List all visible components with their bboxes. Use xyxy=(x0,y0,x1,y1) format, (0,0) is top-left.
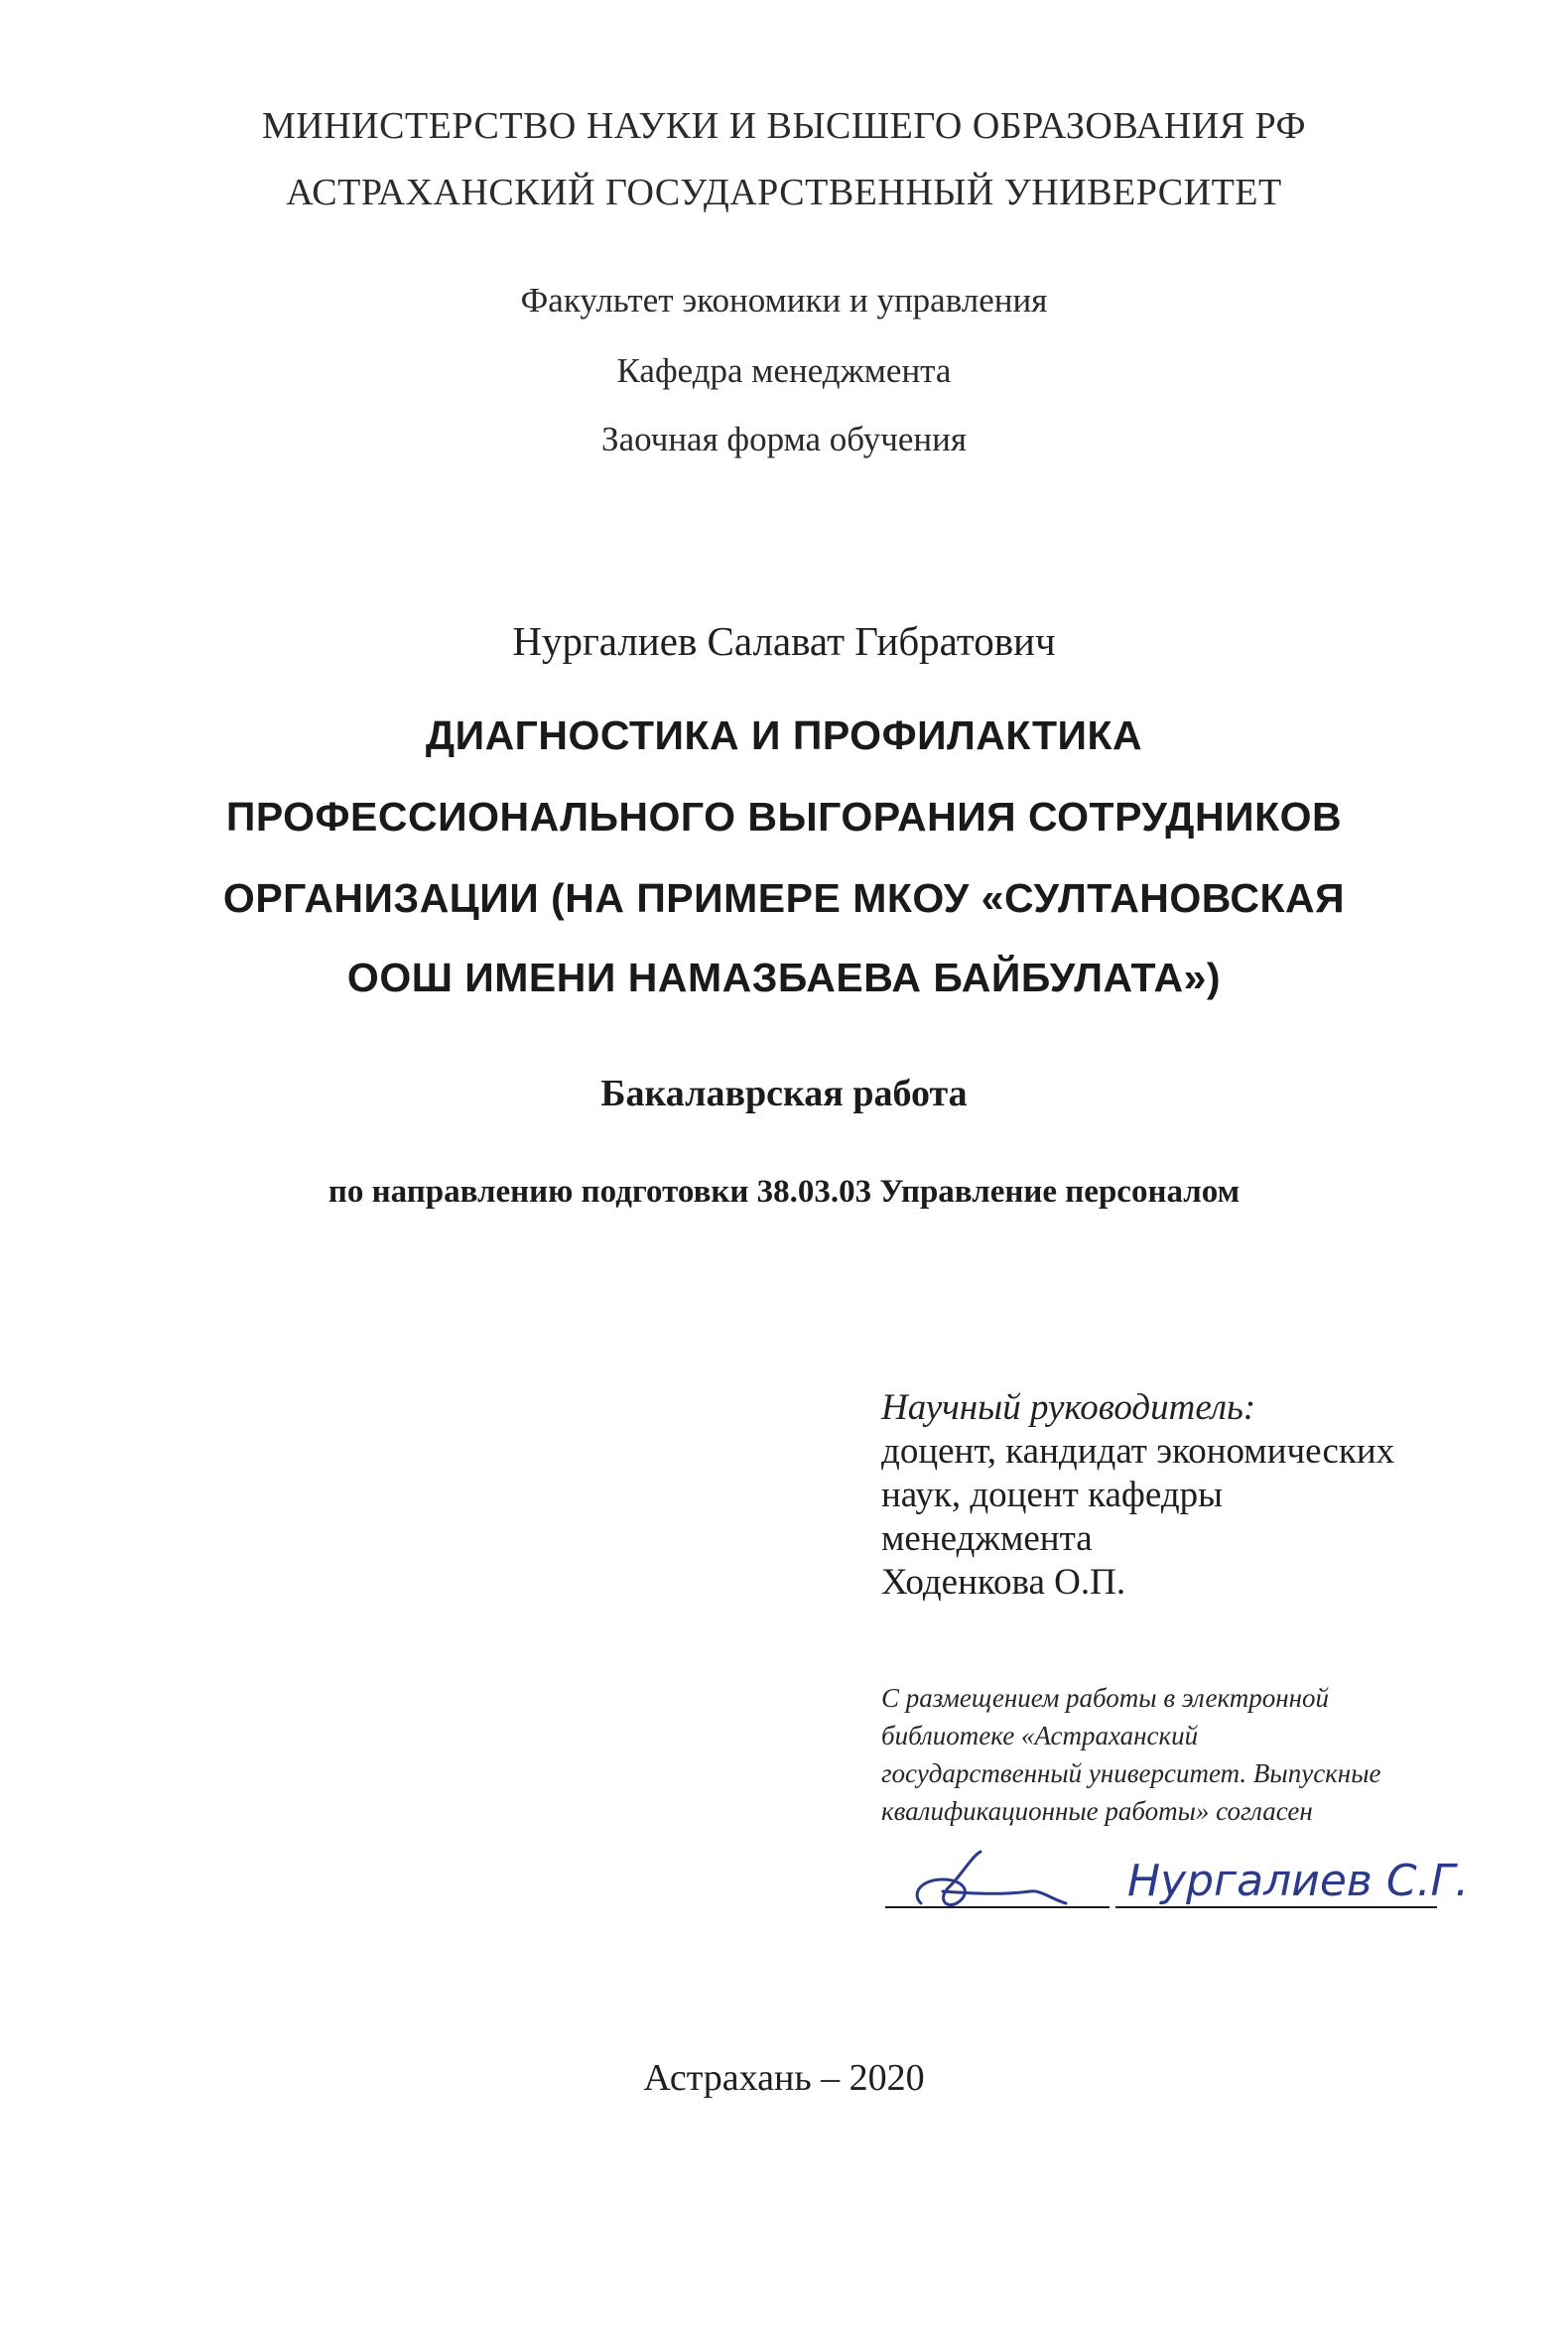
faculty-line: Факультет экономики и управления xyxy=(520,281,1048,320)
signature-area xyxy=(881,1846,1516,1915)
title-line: ОРГАНИЗАЦИИ (НА ПРИМЕРЕ МКОУ «СУЛТАНОВСКАЯ xyxy=(222,875,1346,921)
handwritten-name: Нургалиев С.Г. xyxy=(1127,1856,1470,1906)
handwritten-signature xyxy=(917,1852,1066,1905)
consent-line: С размещением работы в электронной xyxy=(881,1683,1330,1713)
consent-line: квалификационные работы» согласен xyxy=(881,1796,1313,1826)
chair-line: Кафедра менеджмента xyxy=(616,351,952,390)
supervisor-line: доцент, кандидат экономических xyxy=(881,1431,1395,1472)
ministry-line: МИНИСТЕРСТВО НАУКИ И ВЫСШЕГО ОБРАЗОВАНИЯ РФ xyxy=(262,105,1306,147)
title-line: ДИАГНОСТИКА И ПРОФИЛАКТИКА xyxy=(425,712,1143,758)
consent-line: библиотеке «Астраханский xyxy=(881,1721,1199,1750)
supervisor-line: наук, доцент кафедры xyxy=(881,1475,1224,1515)
title-line: ПРОФЕССИОНАЛЬНОГО ВЫГОРАНИЯ СОТРУДНИКОВ xyxy=(225,794,1343,840)
supervisor-block xyxy=(881,1386,1516,1605)
study-form-line: Заочная форма обучения xyxy=(601,420,967,458)
author-name: Нургалиев Салават Гибратович xyxy=(512,618,1056,664)
title-line: ООШ ИМЕНИ НАМАЗБАЕВА БАЙБУЛАТА») xyxy=(346,955,1222,1000)
supervisor-label: Научный руководитель: xyxy=(881,1387,1256,1428)
university-line: АСТРАХАНСКИЙ ГОСУДАРСТВЕННЫЙ УНИВЕРСИТЕТ xyxy=(286,172,1282,213)
consent-line: государственный университет. Выпускные xyxy=(881,1758,1381,1788)
work-type: Бакалаврская работа xyxy=(600,1073,968,1114)
supervisor-name: Ходенкова О.П. xyxy=(881,1562,1126,1603)
study-direction: по направлению подготовки 38.03.03 Управление персоналом xyxy=(327,1174,1241,1210)
consent-block xyxy=(881,1679,1516,1830)
signature-svg xyxy=(881,1846,1516,1915)
supervisor-line: менеджмента xyxy=(881,1518,1093,1559)
city-year: Астрахань – 2020 xyxy=(643,2057,925,2099)
